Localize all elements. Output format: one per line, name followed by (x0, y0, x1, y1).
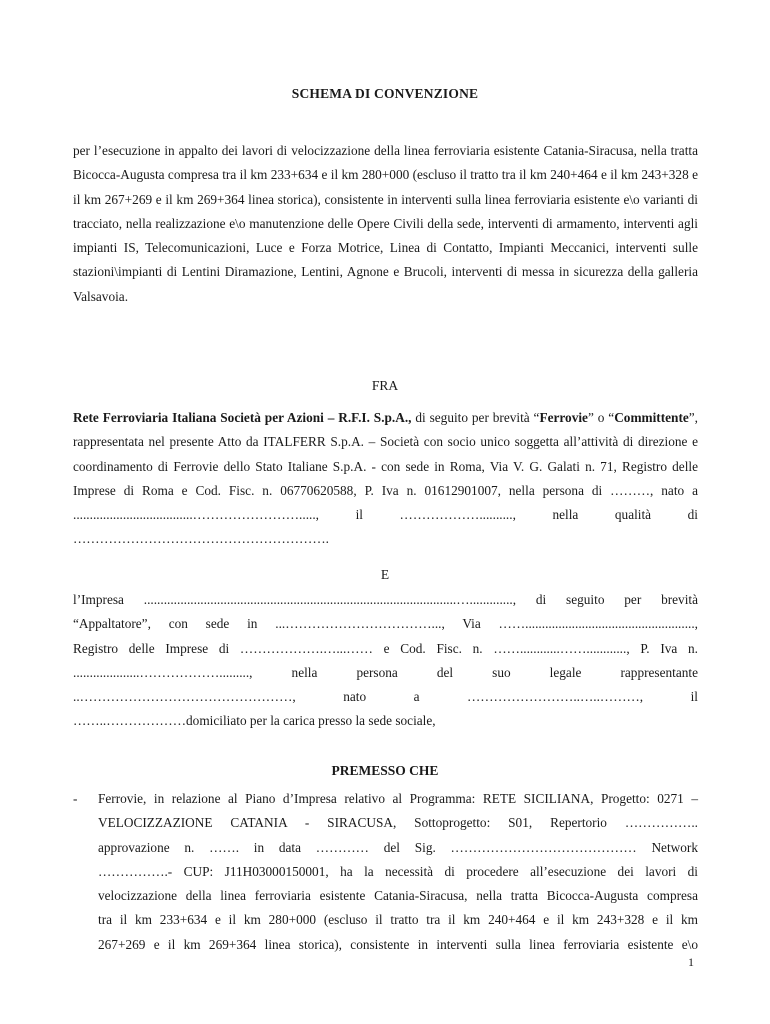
fra-heading: FRA (371, 378, 399, 393)
premesso-line: 267+269 e il km 269+364 linea storica), consistente in interventi sulla linea ferroviaria esistente e\o (98, 936, 698, 952)
appaltatore-line: Registro delle Imprese di ……………….…...…… e Cod. Fisc. n. ……............……............, P. Iva n. (73, 640, 698, 656)
premesso-list (73, 787, 698, 957)
fra-text-2: ” o “ (587, 410, 615, 425)
document-title: SCHEMA DI CONVENZIONE (291, 86, 479, 101)
intro-text: per l’esecuzione in appalto dei lavori di velocizzazione della linea ferroviaria esistente Catania-Siracusa, nella tratta Bicocca-Augusta compresa tra il km 233+634 e il km 280+000 (escluso il tratto tra il km 240+464 e il km 243+328 e il km 267+269 e il km 269+364 linea storica), consistente in interventi sulla linea ferroviaria esistente e\o varianti di tracciato, nella realizzazione e\o manutenzione delle Opere Civili della sede, interventi di armamento, interventi agli impianti IS, Telecomunicazioni, Luce e Forza Motrice, Linea di Contatto, Impianti Meccanici, interventi sulle stazioni\impianti di Lentini Diramazione, Lentini, Agnone e Brucoli, interventi di messa in sicurezza della galleria Valsavoia. (73, 143, 698, 304)
bullet-dash: - (73, 791, 78, 806)
intro-paragraph (73, 139, 698, 309)
e-heading: E (380, 567, 390, 582)
premesso-line: approvazione n. ……. in data ………… del Sig. …………………………………… Network (98, 839, 698, 855)
list-item (73, 787, 698, 957)
fra-committente: Committente (614, 410, 689, 425)
appaltatore-line: “Appaltatore”, con sede in ...……………………………..., Via ……..................................................., (73, 616, 698, 632)
fra-text-3: ”, rappresentata nel presente Atto da ITALFERR S.p.A. – Società con socio unico soggetta all’attività di direzione e coordinamento di Ferrovie dello Stato Italiane S.p.A. - con sede in Roma, Via V. G. Galati n. 71, Registro delle Imprese di Roma e Cod. Fisc. n. 06770620588, P. Iva n. 01612901007, nella persona di ………, nato a ....................................……………………....., il ……………….........., nella qualità di …………………………………………………. (73, 410, 699, 547)
appaltatore-paragraph (73, 588, 698, 734)
fra-text-1: di seguito per brevità “ (411, 410, 540, 425)
fra-party-name: Rete Ferroviaria Italiana Società per Azioni – R.F.I. S.p.A., (73, 410, 412, 425)
premesso-line: …………….- CUP: J11H03000150001, ha la necessità di procedere all’esecuzione dei lavori di (98, 863, 698, 879)
fra-text (73, 406, 698, 552)
appaltatore-line: l’Impresa ..............................................................................................…............., di seguito per brevità (73, 592, 698, 607)
page-number: 1 (688, 955, 694, 969)
appaltatore-line: ……..………………domiciliato per la carica presso la sede sociale, (73, 713, 436, 729)
appaltatore-line: ....................………………........., nella persona del suo legale rappresentante (73, 664, 698, 680)
fra-paragraph (73, 406, 698, 552)
premesso-line: VELOCIZZAZIONE CATANIA - SIRACUSA, Sottoprogetto: S01, Repertorio …………….. (98, 815, 698, 831)
fra-ferrovie: Ferrovie (539, 410, 588, 425)
premesso-line: Ferrovie, in relazione al Piano d’Impresa relativo al Programma: RETE SICILIANA, Progetto: 0271 – (98, 791, 698, 806)
premesso-line: velocizzazione della linea ferroviaria esistente Catania-Siracusa, nella tratta Bicocca-Augusta compresa (98, 888, 698, 904)
appaltatore-line: ..…………………………………………, nato a ……………………..…..………, il (73, 689, 698, 705)
premesso-heading: PREMESSO CHE (331, 763, 439, 778)
premesso-line: tra il km 233+634 e il km 280+000 (escluso il tratto tra il km 240+464 e il km 243+328 e il km (98, 912, 698, 928)
